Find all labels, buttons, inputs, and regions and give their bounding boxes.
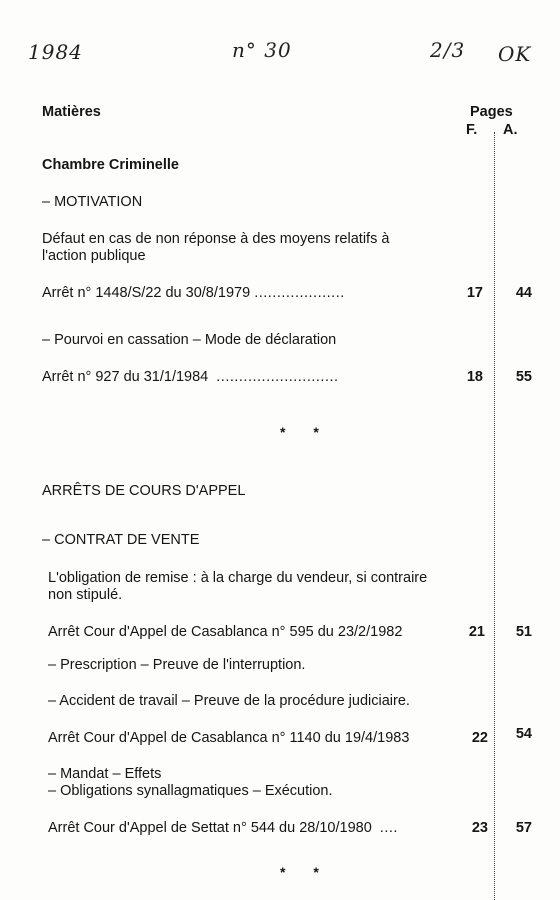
arret-entry (42, 285, 345, 301)
heading-pourvoi: – Pourvoi en cassation – Mode de déclaration (42, 332, 337, 348)
heading-accident: – Accident de travail – Preuve de la procédure judiciaire. (48, 693, 410, 709)
handwritten-ok: OK (498, 42, 532, 66)
section-title-chambre: Chambre Criminelle (42, 157, 179, 173)
separator-stars: * * (280, 864, 331, 880)
heading-motivation: – MOTIVATION (42, 194, 143, 210)
arret-entry (48, 820, 398, 836)
col-a-heading: A. (503, 122, 518, 138)
handwritten-fraction: 2/3 (430, 38, 466, 62)
heading-obligations: – Obligations synallagmatiques – Exécution. (48, 783, 333, 799)
separator-stars: * * (280, 424, 331, 440)
page-a: 55 (515, 369, 532, 385)
heading-contrat: – CONTRAT DE VENTE (42, 532, 200, 548)
dot-leader: .................... (254, 285, 345, 301)
pages-heading: Pages (470, 104, 513, 120)
heading-prescription: – Prescription – Preuve de l'interruption. (48, 657, 306, 673)
arret-text: Arrêt n° 1448/S/22 du 30/8/1979 (42, 285, 251, 301)
arret-entry (42, 369, 339, 385)
desc-line: Défaut en cas de non réponse à des moyens relatifs à (42, 231, 390, 247)
page-f: 18 (466, 369, 483, 385)
column-divider (494, 132, 495, 900)
dot-leader: ........................... (216, 369, 339, 385)
col-f-heading: F. (466, 122, 478, 138)
page-a: 44 (515, 285, 532, 301)
heading-mandat: – Mandat – Effets (48, 766, 162, 782)
page-a: 57 (515, 820, 532, 836)
page-a: 51 (515, 624, 532, 640)
desc-line: L'obligation de remise : à la charge du vendeur, si contraire (48, 570, 428, 586)
arret-entry: Arrêt Cour d'Appel de Casablanca n° 595 du 23/2/1982 (48, 624, 403, 640)
page-f: 21 (468, 624, 485, 640)
arret-text: Arrêt Cour d'Appel de Settat n° 544 du 28/10/1980 (48, 820, 372, 836)
handwritten-year: 1984 (28, 40, 83, 64)
arret-text: Arrêt n° 927 du 31/1/1984 (42, 369, 209, 385)
desc-line: l'action publique (42, 248, 146, 264)
arret-entry: Arrêt Cour d'Appel de Casablanca n° 1140 du 19/4/1983 (48, 730, 410, 746)
page-f: 17 (466, 285, 483, 301)
page-f: 22 (471, 730, 488, 746)
dot-leader: .... (379, 820, 398, 836)
page-a: 54 (515, 726, 532, 742)
section-title-arrets: ARRÊTS DE COURS D'APPEL (42, 483, 246, 499)
matieres-heading: Matières (42, 104, 101, 120)
handwritten-number: n° 30 (232, 38, 292, 62)
page-f: 23 (471, 820, 488, 836)
desc-line: non stipulé. (48, 587, 123, 603)
